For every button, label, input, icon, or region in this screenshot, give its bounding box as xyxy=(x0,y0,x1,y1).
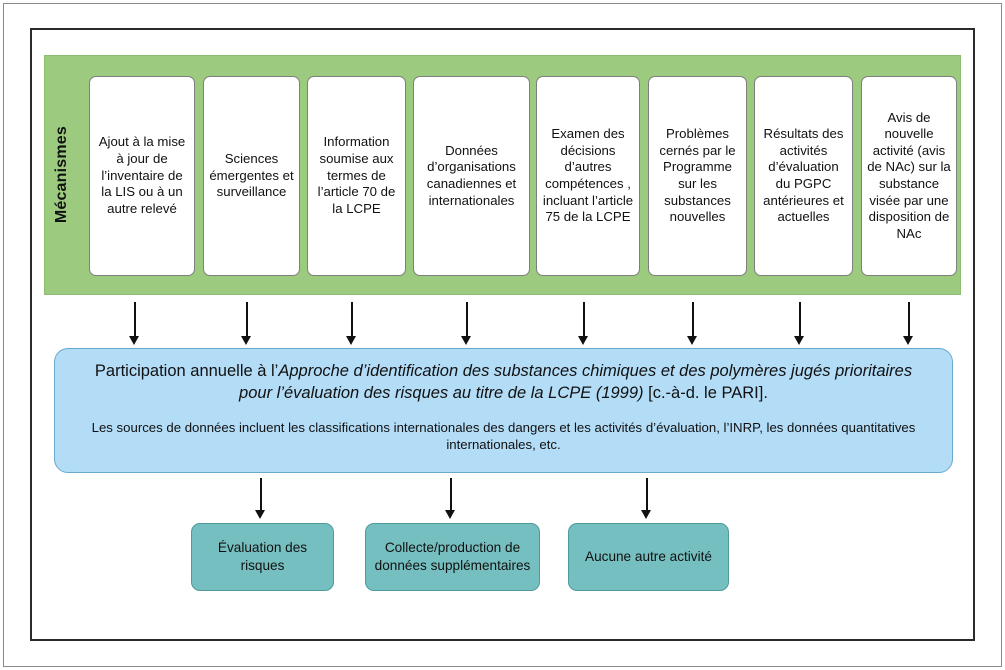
arrow-line-8 xyxy=(908,302,910,337)
mechanism-label: Information soumise aux termes de l’article 70 de la LCPE xyxy=(317,134,396,216)
mechanism-box-article-70[interactable] xyxy=(307,76,406,276)
outcome-box-risk-assessment[interactable] xyxy=(191,523,334,591)
arrow-line-5 xyxy=(583,302,585,337)
arrow-head-2 xyxy=(241,336,251,345)
mechanisms-band-label xyxy=(46,62,78,288)
outcome-box-additional-data[interactable] xyxy=(365,523,540,591)
arrow-head-outcome-1 xyxy=(255,510,265,519)
participation-subtitle: Les sources de données incluent les classifications internationales des dangers et les activités d’évaluation, l’INRP, les données quantitatives internationales, etc. xyxy=(91,419,916,453)
mechanism-box-lis-inventory[interactable] xyxy=(89,76,195,276)
arrow-head-6 xyxy=(687,336,697,345)
participation-title-italic: Approche d’identification des substances chimiques et des polymères jugés prioritaires pour l’évaluation des risques au titre de la LCPE (1999) xyxy=(239,362,913,402)
mechanism-label: Données d’organisations canadiennes et internationales xyxy=(426,142,517,208)
mechanism-label: Résultats des activités d’évaluation du PGPC antérieures et actuelles xyxy=(763,126,844,225)
arrow-head-1 xyxy=(129,336,139,345)
arrow-line-outcome-2 xyxy=(450,478,452,511)
outcome-label: Collecte/production de données supplémentaires xyxy=(374,540,531,573)
arrow-line-6 xyxy=(692,302,694,337)
outcome-label: Aucune autre activité xyxy=(585,549,712,565)
mechanism-box-cmp-assessment-results[interactable] xyxy=(754,76,853,276)
participation-box[interactable] xyxy=(54,348,953,473)
mechanism-box-emerging-science[interactable] xyxy=(203,76,300,276)
mechanism-box-canadian-international-data[interactable] xyxy=(413,76,530,276)
participation-title-prefix: Participation annuelle à l’ xyxy=(94,362,279,380)
mechanism-box-snac-notice[interactable] xyxy=(861,76,957,276)
arrow-head-4 xyxy=(461,336,471,345)
participation-title xyxy=(81,361,926,405)
mechanism-label: Ajout à la mise à jour de l’inventaire de la LIS ou à un autre relevé xyxy=(98,134,186,216)
mechanism-label: Examen des décisions d’autres compétences , incluant l’article 75 de la LCPE xyxy=(542,126,634,225)
outcome-box-no-other-activity[interactable] xyxy=(568,523,729,591)
participation-title-suffix: [c.-à-d. le PARI]. xyxy=(643,383,768,402)
arrow-line-3 xyxy=(351,302,353,337)
arrow-head-3 xyxy=(346,336,356,345)
mechanism-label: Sciences émergentes et surveillance xyxy=(209,151,294,200)
arrow-line-outcome-1 xyxy=(260,478,262,511)
arrow-line-7 xyxy=(799,302,801,337)
mechanism-box-other-jurisdictions[interactable] xyxy=(536,76,640,276)
mechanisms-band-label-text: Mécanismes xyxy=(53,126,70,224)
arrow-head-outcome-2 xyxy=(445,510,455,519)
arrow-line-1 xyxy=(134,302,136,337)
arrow-head-7 xyxy=(794,336,804,345)
arrow-head-5 xyxy=(578,336,588,345)
mechanism-label: Avis de nouvelle activité (avis de NAc) sur la substance visée par une disposition de NAc xyxy=(867,109,951,241)
mechanism-box-new-substances-program[interactable] xyxy=(648,76,747,276)
mechanism-label: Problèmes cernés par le Programme sur les substances nouvelles xyxy=(659,126,736,225)
outcome-label: Évaluation des risques xyxy=(217,540,308,573)
arrow-line-4 xyxy=(466,302,468,337)
arrow-line-outcome-3 xyxy=(646,478,648,511)
arrow-head-8 xyxy=(903,336,913,345)
arrow-head-outcome-3 xyxy=(641,510,651,519)
arrow-line-2 xyxy=(246,302,248,337)
